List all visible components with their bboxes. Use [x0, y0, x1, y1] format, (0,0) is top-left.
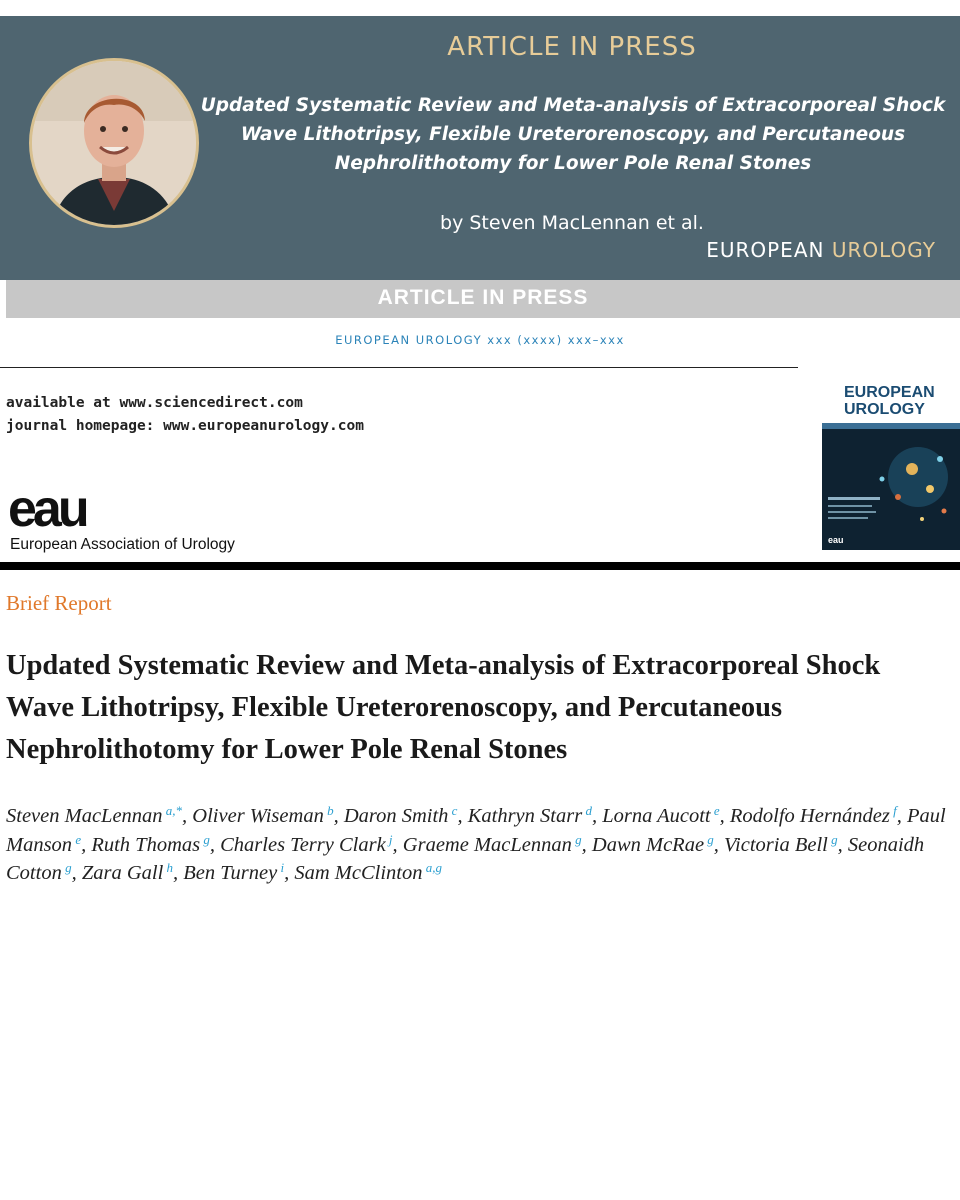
author-name: Rodolfo Hernández — [729, 805, 890, 827]
cover-title — [844, 384, 935, 418]
author[interactable] — [6, 805, 182, 827]
author[interactable] — [591, 831, 714, 856]
author-affiliation[interactable]: b — [323, 803, 334, 818]
author-affiliation[interactable]: g — [61, 860, 72, 875]
author-name: Ben Turney — [183, 862, 278, 884]
author-affiliation[interactable]: c — [448, 803, 458, 818]
author[interactable] — [602, 805, 719, 827]
banner-byline: by Steven MacLennan et al. — [440, 212, 704, 234]
author[interactable] — [468, 805, 592, 827]
section-divider — [0, 562, 960, 570]
press-strip: ARTICLE IN PRESS — [6, 280, 960, 318]
author-affiliation[interactable]: g — [704, 831, 714, 847]
author-affiliation[interactable]: g — [571, 831, 582, 847]
author-name: Daron Smith — [343, 805, 449, 827]
author-name: Paul Manson — [6, 805, 946, 856]
author-name: Steven MacLennan — [6, 805, 163, 827]
author-name: Charles Terry Clark — [220, 833, 386, 856]
author-name: Oliver Wiseman — [192, 805, 324, 827]
author-affiliation[interactable]: a,g — [422, 860, 442, 875]
author-name: Dawn McRae — [591, 833, 705, 856]
article-type: Brief Report — [6, 591, 112, 615]
article-banner — [0, 16, 960, 280]
cover-band — [822, 423, 960, 429]
author-name: Sam McClinton — [294, 862, 423, 884]
author-name: Graeme MacLennan — [402, 833, 572, 856]
eau-logo-text: eau — [8, 484, 86, 534]
journal-links — [6, 392, 364, 438]
author[interactable] — [82, 862, 173, 884]
article-title: Updated Systematic Review and Meta-analysis of Extracorporeal Shock Wave Lithotripsy, Flexible Ureterorenoscopy, and Percutaneous Nephrolithotomy for Lower Pole Renal Stones — [6, 650, 881, 765]
author[interactable] — [724, 831, 838, 856]
organization-name: European Association of Urology — [10, 536, 235, 553]
author-affiliation[interactable]: g — [200, 831, 210, 847]
author-affiliation[interactable]: f — [889, 803, 897, 818]
author-photo — [29, 58, 199, 228]
author-affiliation[interactable]: j — [385, 831, 393, 847]
author-name: Kathryn Starr — [467, 805, 583, 827]
author[interactable] — [730, 805, 897, 827]
author[interactable] — [91, 831, 210, 856]
journal-homepage-link[interactable]: journal homepage: www.europeanurology.com — [6, 418, 364, 434]
author[interactable] — [402, 831, 582, 856]
header-divider — [0, 367, 798, 368]
author-affiliation[interactable]: d — [582, 803, 592, 818]
journal-citation: EUROPEAN UROLOGY xxx (xxxx) xxx–xxx — [335, 333, 625, 347]
author-affiliation[interactable]: h — [163, 860, 174, 875]
author-affiliation[interactable]: a,* — [162, 803, 183, 818]
cover-eau-mark: eau — [828, 535, 844, 545]
author-list: Steven MacLennan $^{a,*}$, Oliver Wiseman $^b$, Daron Smith $^c$, Kathryn Starr $^d$, Lorna Aucott $^e$, Rodolfo Hernández $^f$, Paul Manson $^e$, Ruth Thomas $^g$, Charles Terry Clark $^j$, Graeme MacLennan $^g$, Dawn McRae $^g$, Victoria Bell $^g$, Seonaidh Cotton $^g$, Zara Gall $^h$, Ben Turney $^i$, Sam McClinton $^{a,g}$ — [6, 803, 946, 884]
author[interactable] — [220, 831, 393, 856]
cover-title-line1: EUROPEAN — [844, 384, 935, 401]
banner-journal-part1: EUROPEAN — [706, 238, 825, 262]
author-name: Seonaidh Cotton — [6, 833, 925, 884]
author-affiliation[interactable]: e — [72, 831, 82, 847]
author[interactable] — [344, 805, 458, 827]
author[interactable] — [192, 805, 333, 827]
banner-article-title: Updated Systematic Review and Meta-analysis of Extracorporeal Shock Wave Lithotripsy, Flexible Ureterorenoscopy, and Percutaneous Nephrolithotomy for Lower Pole Renal Stones — [200, 95, 946, 174]
journal-cover — [822, 379, 960, 550]
cover-title-line2: UROLOGY — [844, 401, 925, 418]
author-name: Zara Gall — [81, 862, 164, 884]
author-affiliation[interactable]: i — [277, 860, 285, 875]
author[interactable] — [294, 862, 442, 884]
sciencedirect-link[interactable]: available at www.sciencedirect.com — [6, 395, 303, 411]
banner-journal-name — [706, 238, 936, 262]
author[interactable] — [183, 862, 284, 884]
eau-logo-icon — [8, 484, 128, 534]
banner-journal-part2: UROLOGY — [831, 238, 936, 262]
author-name: Ruth Thomas — [91, 833, 201, 856]
author-affiliation[interactable]: g — [827, 831, 838, 847]
author-affiliation[interactable]: e — [710, 803, 720, 818]
banner-kicker: ARTICLE IN PRESS — [447, 32, 697, 62]
author-name: Lorna Aucott — [602, 805, 711, 827]
author-name: Victoria Bell — [724, 833, 828, 856]
